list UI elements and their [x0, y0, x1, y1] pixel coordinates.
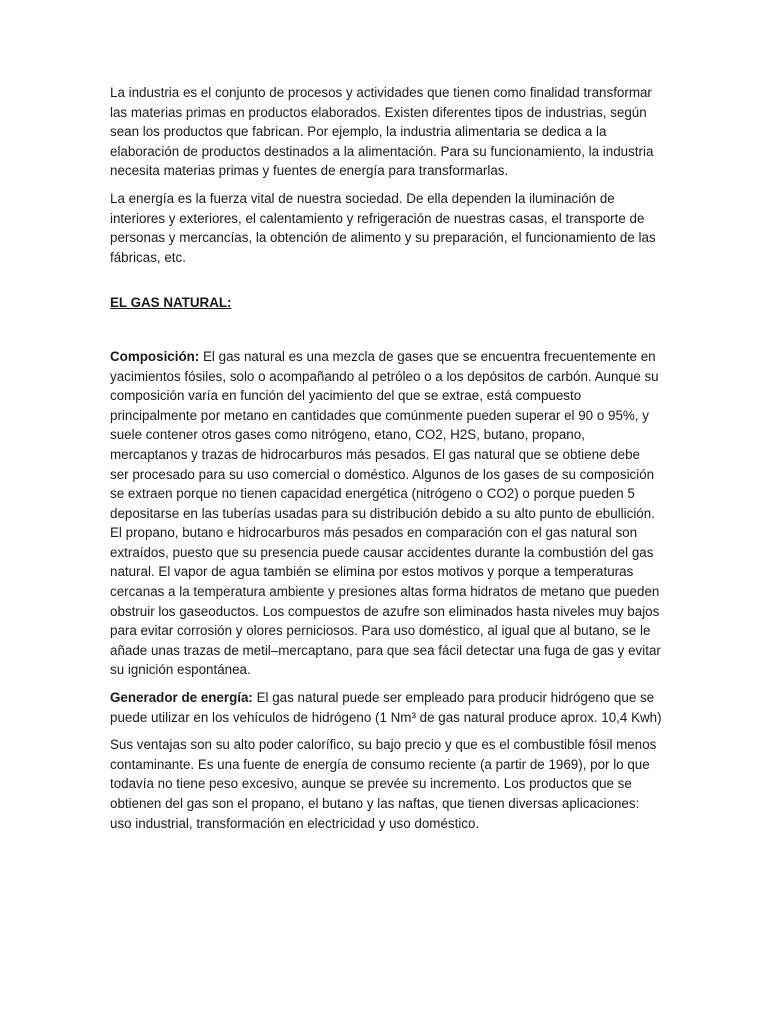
composition-paragraph: [110, 347, 662, 680]
composition-label: Composición:: [110, 348, 200, 364]
generator-label: Generador de energía:: [110, 690, 253, 706]
document-page: [110, 83, 662, 833]
intro-paragraph-2: La energía es la fuerza vital de nuestra sociedad. De ella dependen la iluminación de interiores y exteriores, el calentamiento y refrigeración de nuestras casas, el transporte de personas y mercancías, la obtención de alimento y su preparación, el funcionamiento de las fábricas, etc.: [110, 190, 656, 265]
section-heading: EL GAS NATURAL:: [110, 295, 232, 311]
generator-paragraph: [110, 688, 662, 727]
intro-paragraph-1: La industria es el conjunto de procesos y actividades que tienen como finalidad transformar las materias primas en productos elaborados. Existen diferentes tipos de industrias, según sean los productos que fabrican. Por ejemplo, la industria alimentaria se dedica a la elaboración de productos destinados a la alimentación. Para su funcionamiento, la industria necesita materias primas y fuentes de energía para transformarlas.: [110, 85, 654, 179]
advantages-paragraph: Sus ventajas son su alto poder calorífico, su bajo precio y que es el combustible fósil menos contaminante. Es una fuente de energía de consumo reciente (a partir de 1969), por lo que todavía no tiene peso excesivo, aunque se prevée su incremento. Los productos que se obtienen del gas son el propano, el butano y las naftas, que tienen diversas aplicaciones: uso industrial, transformación en electricidad y uso doméstico.: [110, 737, 657, 831]
generator-text: El gas natural puede ser empleado para producir hidrógeno que se puede utilizar en los vehículos de hidrógeno (1 Nm³ de gas natural produce aprox. 10,4 Kwh): [110, 690, 662, 725]
composition-text: El gas natural es una mezcla de gases que se encuentra frecuentemente en yacimientos fósiles, solo o acompañando al petróleo o a los depósitos de carbón. Aunque su composición varía en función del yacimiento del que se extrae, está compuesto principalmente por metano en cantidades que comúnmente pueden superar el 90 o 95%, y suele contener otros gases como nitrógeno, etano, CO2, H2S, butano, propano, mercaptanos y trazas de hidrocarburos más pesados. El gas natural que se obtiene debe ser procesado para su uso comercial o doméstico. Algunos de los gases de su composición se extraen porque no tienen capacidad energética (nitrógeno o CO2) o porque pueden 5 depositarse en las tuberías usadas para su distribución debido a su alto punto de ebullición. El propano, butano e hidrocarburos más pesados en comparación con el gas natural son extraídos, puesto que su presencia puede causar accidentes durante la combustión del gas natural. El vapor de agua también se elimina por estos motivos y porque a temperaturas cercanas a la temperatura ambiente y presiones altas forma hidratos de metano que pueden obstruir los gaseoductos. Los compuestos de azufre son eliminados hasta niveles muy bajos para evitar corrosión y olores perniciosos. Para uso doméstico, al igual que al butano, se le añade unas trazas de metil–mercaptano, para que sea fácil detectar una fuga de gas y evitar su ignición espontánea.: [110, 348, 661, 678]
